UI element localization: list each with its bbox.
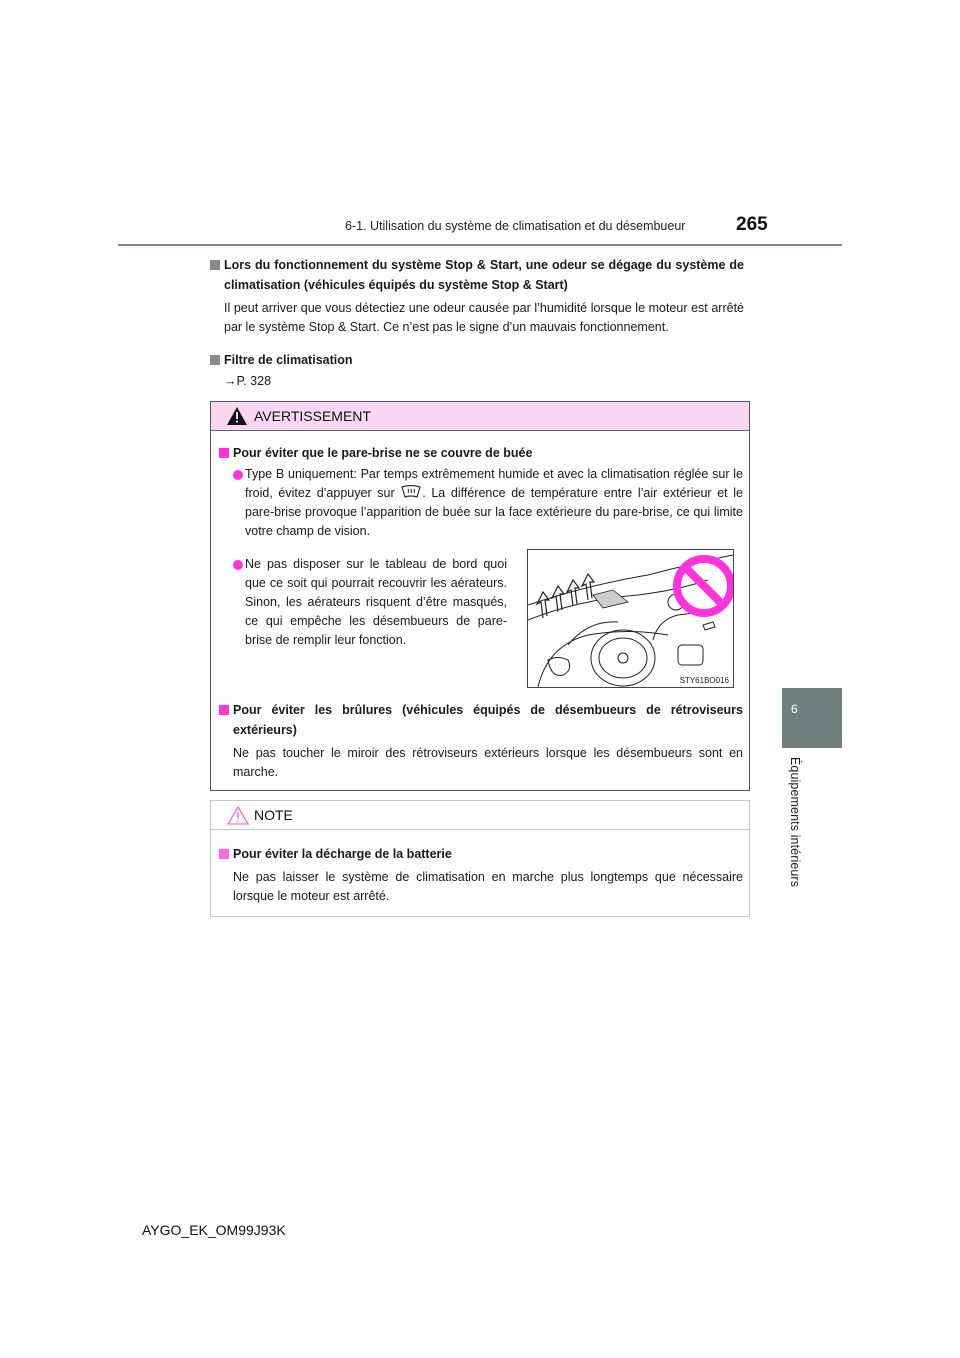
document-code: AYGO_EK_OM99J93K (142, 1222, 286, 1238)
square-bullet-icon (210, 260, 220, 270)
round-bullet-icon (233, 560, 243, 570)
dashboard-illustration (527, 549, 734, 688)
round-bullet-icon (233, 470, 243, 480)
note-body: Ne pas laisser le système de climatisation en marche plus longtemps que nécessaire lorsque le moteur est arrêté. (233, 870, 743, 903)
page-reference-link[interactable]: →P. 328 (224, 374, 272, 388)
section-stop-start-odor (210, 255, 744, 337)
section-title: 6-1. Utilisation du système de climatisation et du désembueur (345, 219, 686, 233)
caution-triangle-outline-icon (227, 806, 249, 830)
warning-header (211, 402, 749, 431)
figure-code: STY61BO016 (679, 676, 729, 685)
section-heading: Filtre de climatisation (224, 353, 353, 367)
note-box (210, 800, 750, 917)
section-body: Il peut arriver que vous détectiez une odeur causée par l’humidité lorsque le moteur est arrêté par le système Stop & Start. Ce n’est pas le signe d’un mauvais fonctionnement. (224, 301, 744, 334)
square-bullet-icon (210, 355, 220, 365)
chapter-tab (782, 688, 842, 748)
warning-bullet-dashboard: Ne pas disposer sur le tableau de bord quoi que ce soit qui pourrait recouvrir les aérateurs. Sinon, les aérateurs risquent d’être masqués, ce qui empêche les désembueurs de pare-brise de remplir leur fonction. (219, 555, 507, 650)
warning-heading-fog: Pour éviter que le pare-brise ne se couvre de buée (233, 446, 533, 460)
section-heading: Lors du fonctionnement du système Stop & Start, une odeur se dégage du système de climatisation (véhicules équipés du système Stop & Start) (224, 258, 744, 292)
header-divider (118, 244, 842, 246)
warning-triangle-icon (227, 407, 247, 430)
note-title: NOTE (254, 807, 293, 823)
square-bullet-icon (219, 849, 229, 859)
note-header (211, 801, 749, 830)
chapter-number: 6 (791, 702, 798, 716)
windshield-defogger-icon (400, 485, 422, 499)
warning-bullet-type-b: Type B uniquement: Par temps extrêmement humide et avec la climatisation réglée sur le froid, évitez d’appuyer sur . La différence de température entre l’air extérieur et le pare-brise provoque l’apparition de buée sur la face extérieure du pare-brise, ce qui limite votre champ de vision. (219, 465, 743, 541)
note-heading: Pour éviter la décharge de la batterie (233, 847, 452, 861)
warning-title: AVERTISSEMENT (254, 408, 371, 424)
square-bullet-icon (219, 448, 229, 458)
square-bullet-icon (219, 705, 229, 715)
chapter-label: Équipements intérieurs (788, 757, 802, 888)
warning-heading-burns: Pour éviter les brûlures (véhicules équipés de désembueurs de rétroviseurs extérieurs) (233, 703, 743, 737)
warning-body-burns: Ne pas toucher le miroir des rétroviseurs extérieurs lorsque les désembueurs sont en marche. (233, 746, 743, 779)
section-ac-filter (210, 350, 744, 388)
page-number: 265 (736, 214, 768, 235)
dashboard-drawing-icon (528, 550, 733, 687)
